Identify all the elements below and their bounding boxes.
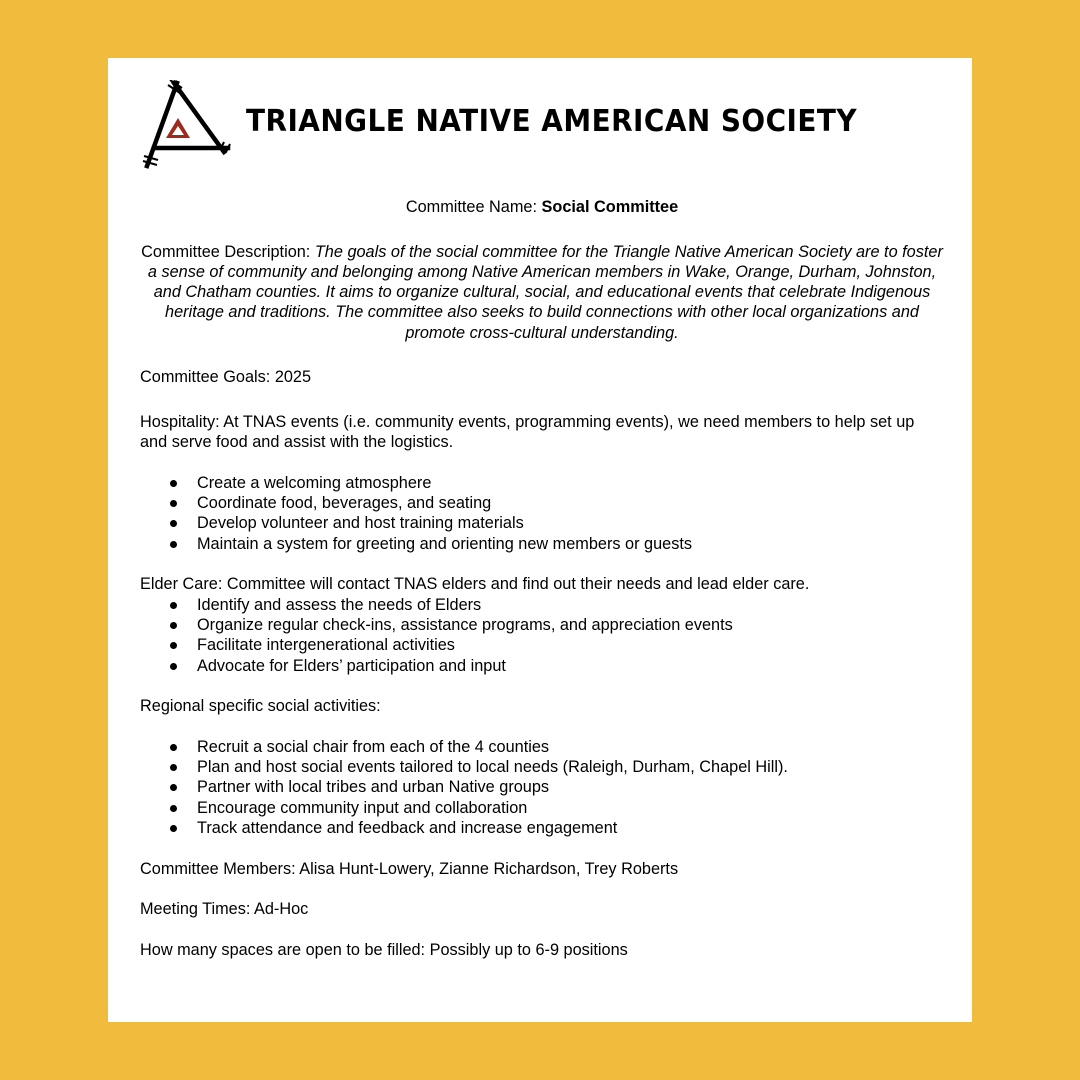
- committee-name-value: Social Committee: [541, 198, 679, 216]
- list-item: Identify and assess the needs of Elders: [140, 595, 944, 615]
- list-item: Advocate for Elders’ participation and input: [140, 656, 944, 676]
- hospitality-intro: Hospitality: At TNAS events (i.e. community events, programming events), we need members to help set up and serve food and assist with the logistics.: [140, 412, 915, 452]
- organization-title: TRIANGLE NATIVE AMERICAN SOCIETY: [246, 104, 858, 139]
- hospitality-list: [140, 473, 944, 554]
- list-item: Track attendance and feedback and increase engagement: [140, 818, 944, 838]
- committee-name-line: [140, 197, 944, 217]
- committee-description-label: Committee Description:: [141, 242, 311, 261]
- list-item: Recruit a social chair from each of the 4 counties: [140, 737, 944, 757]
- committee-members: Committee Members: Alisa Hunt-Lowery, Zianne Richardson, Trey Roberts: [140, 859, 679, 878]
- document-card: [108, 58, 972, 1022]
- elder-care-list: [140, 595, 944, 676]
- list-item: Coordinate food, beverages, and seating: [140, 493, 944, 513]
- list-item: Plan and host social events tailored to local needs (Raleigh, Durham, Chapel Hill).: [140, 757, 944, 777]
- open-spaces: How many spaces are open to be filled: Possibly up to 6-9 positions: [140, 940, 628, 959]
- triangle-logo-icon: [140, 80, 234, 170]
- list-item: Maintain a system for greeting and orienting new members or guests: [140, 534, 944, 554]
- list-item: Develop volunteer and host training materials: [140, 513, 944, 533]
- elder-care-intro: Elder Care: Committee will contact TNAS elders and find out their needs and lead elder care.: [140, 575, 810, 594]
- committee-description: [140, 242, 944, 343]
- document-body: [140, 197, 944, 960]
- list-item: Partner with local tribes and urban Native groups: [140, 777, 944, 797]
- regional-list: [140, 737, 944, 838]
- list-item: Organize regular check-ins, assistance programs, and appreciation events: [140, 615, 944, 635]
- regional-intro: Regional specific social activities:: [140, 697, 381, 716]
- list-item: Create a welcoming atmosphere: [140, 473, 944, 493]
- list-item: Encourage community input and collaboration: [140, 798, 944, 818]
- list-item: Facilitate intergenerational activities: [140, 635, 944, 655]
- committee-name-label: Committee Name:: [405, 198, 538, 216]
- committee-description-text: The goals of the social committee for the Triangle Native American Society are to foster a sense of community and belonging among Native American members in Wake, Orange, Durham, Johnston, and Chatham counties. It aims to organize cultural, social, and educational events that celebrate Indigenous heritage and traditions. The committee also seeks to build connections with other local organizations and promote cross-cultural understanding.: [147, 242, 943, 342]
- meeting-times: Meeting Times: Ad-Hoc: [140, 900, 309, 919]
- committee-goals-heading: Committee Goals: 2025: [140, 368, 312, 387]
